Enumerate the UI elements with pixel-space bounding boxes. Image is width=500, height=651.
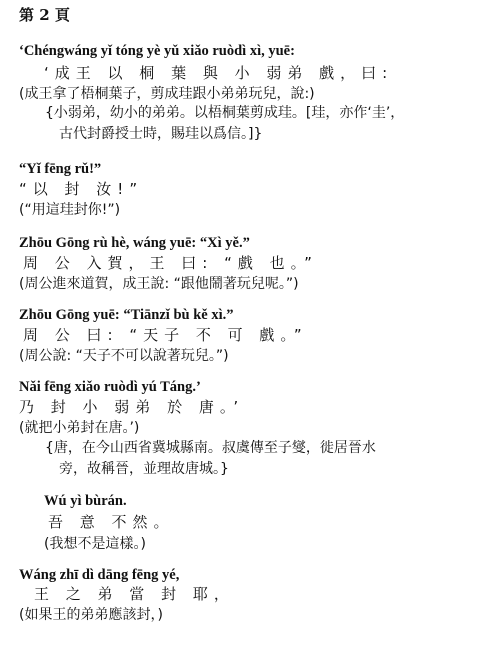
pinyin-line: “Yǐ fēng rǔ!” — [19, 161, 102, 177]
chinese-line: “以 封 汝!” — [19, 180, 144, 198]
translation-line: (我想不是這樣。) — [44, 536, 146, 552]
chinese-line: 周 公 曰: “天子 不 可 戲。” — [23, 326, 308, 344]
translation-line: (“用這珪封你!”) — [19, 202, 121, 218]
translation-line: (周公進來道賀，成王說: “跟他鬧著玩兒呢。”) — [19, 276, 299, 292]
chinese-line: 吾 意 不然。 — [48, 513, 175, 531]
note-line: 旁，故稱晉，並理故唐城。} — [59, 461, 229, 477]
chinese-line: ‘成王 以 桐 葉 與 小 弱弟 戲，曰: — [44, 64, 394, 82]
chinese-line: 王 之 弟 當 封 耶， — [34, 585, 235, 603]
translation-line: (周公說: “天子不可以說著玩兒。”) — [19, 348, 229, 364]
pinyin-line: ‘Chéngwáng yǐ tóng yè yǔ xiǎo ruòdì xì, yuē: — [19, 43, 295, 59]
translation-line: (成王拿了梧桐葉子，剪成珪跟小弟弟玩兒，說:) — [19, 86, 315, 102]
chinese-line: 乃 封 小 弱弟 於 唐。’ — [19, 398, 245, 416]
page-label: 第 2 頁 — [19, 6, 70, 24]
pinyin-line: Wáng zhī dì dāng fēng yé, — [19, 567, 180, 583]
translation-line: (就把小弟封在唐。’) — [19, 420, 140, 436]
chinese-line: 周 公 入賀，王 曰: “戲 也。” — [23, 254, 318, 272]
pinyin-line: Zhōu Gōng rù hè, wáng yuē: “Xì yě.” — [19, 235, 250, 251]
note-line: 古代封爵授士時，賜珪以爲信。]} — [59, 126, 263, 142]
translation-line: (如果王的弟弟應該封，) — [19, 607, 163, 623]
note-line: {唐，在今山西省冀城縣南。叔虞傳至子燮，徙居晉水 — [45, 440, 376, 456]
note-line: {小弱弟，幼小的弟弟。以梧桐葉剪成珪。[珪，亦作‘圭’， — [45, 105, 405, 121]
pinyin-line: Wú yì bùrán. — [44, 493, 127, 509]
pinyin-line: Nǎi fēng xiǎo ruòdì yú Táng.’ — [19, 379, 201, 395]
pinyin-line: Zhōu Gōng yuē: “Tiānzǐ bù kě xì.” — [19, 307, 234, 323]
